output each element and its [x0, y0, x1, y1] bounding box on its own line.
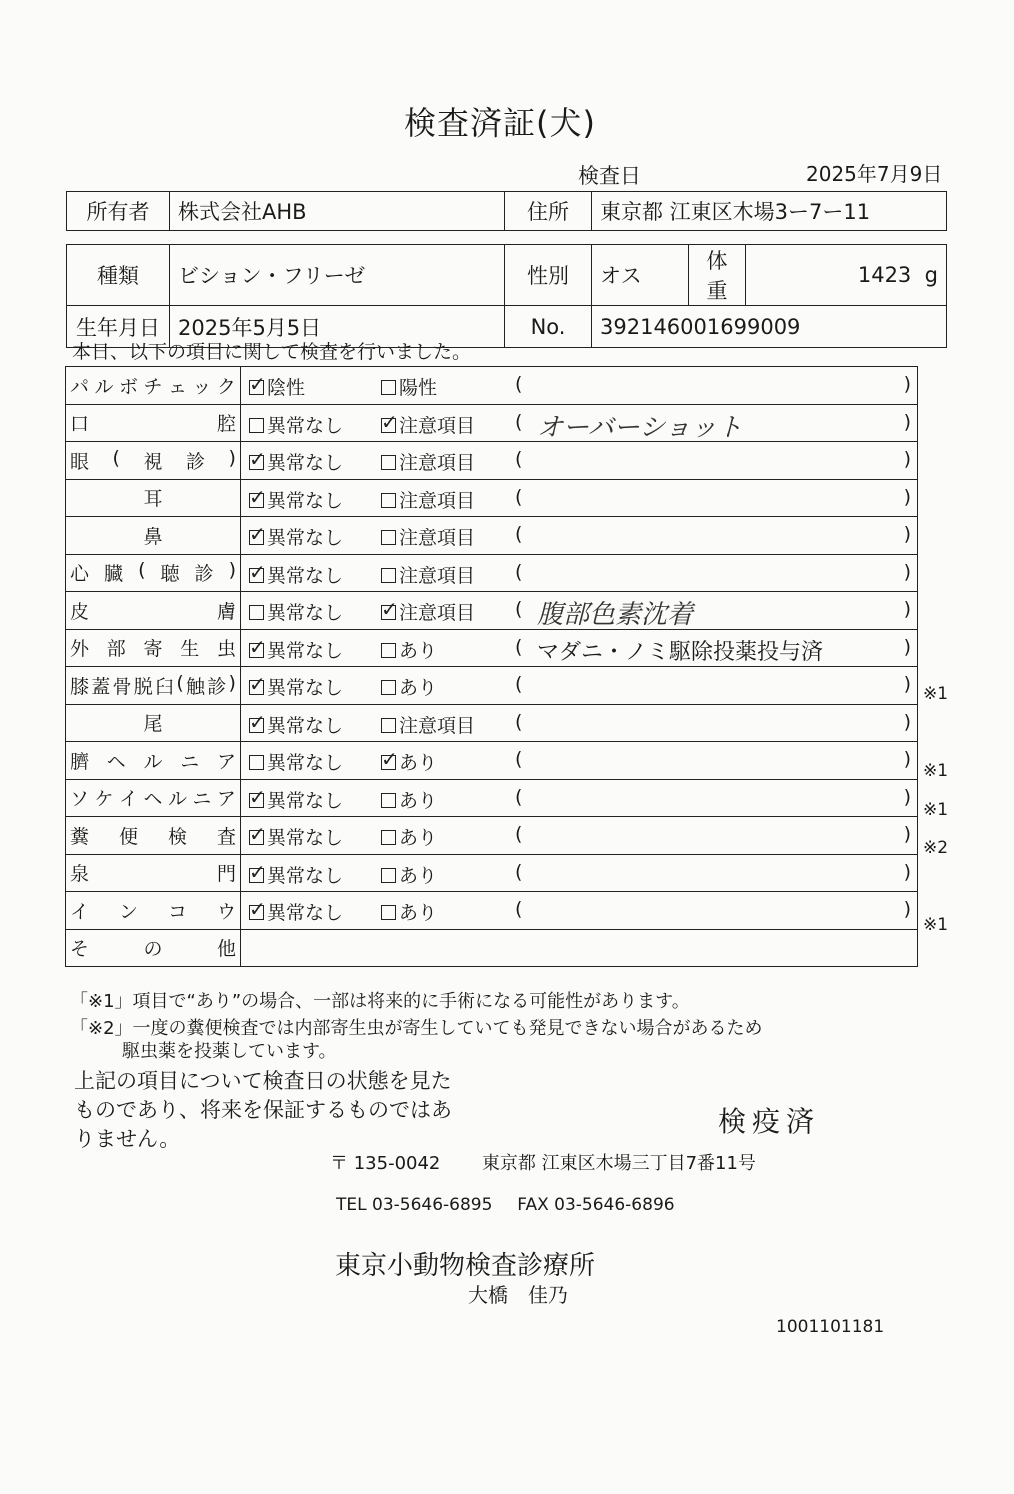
checkmark-icon: ✓ [249, 709, 266, 734]
check-result-cell [241, 892, 918, 930]
paren-open: ( [515, 560, 523, 583]
option-alert [381, 411, 475, 438]
checkbox-icon [381, 380, 396, 395]
check-result-cell [241, 554, 918, 592]
checkbox-icon [381, 530, 396, 545]
checkmark-icon: ✓ [381, 597, 398, 621]
option-alert-label: あり [399, 677, 438, 699]
option-normal [249, 823, 343, 850]
paren-close: ) [903, 860, 911, 883]
paren-open: ( [515, 410, 523, 433]
remark-text: 腹部色素沈着 [537, 600, 694, 630]
option-alert-label: あり [399, 827, 438, 849]
check-item-cell [66, 667, 241, 705]
option-normal-label: 陰性 [267, 377, 306, 399]
check-item-cell [66, 554, 241, 592]
owner-value: 株式会社AHB [170, 192, 505, 231]
checkmark-icon: ✓ [249, 372, 266, 396]
option-alert-label: 陽性 [399, 377, 438, 399]
check-item-label: 外 部 寄 生 虫 [70, 638, 236, 661]
inspection-date-value: 2025年7月9日 [806, 162, 943, 186]
paren-close: ) [903, 823, 911, 845]
option-normal [249, 673, 343, 700]
street-address: 東京都 江東区木場三丁目7番11号 [481, 1153, 756, 1174]
check-result-cell [241, 442, 918, 480]
check-result-cell [241, 667, 918, 705]
address-value: 東京都 江東区木場3ー7ー11 [592, 192, 947, 231]
checkbox-icon [381, 597, 398, 621]
check-row [66, 779, 918, 817]
checkbox-icon [249, 822, 266, 846]
clinic-address [330, 1149, 756, 1175]
option-normal [249, 523, 343, 550]
checkbox-icon [381, 680, 396, 695]
check-row [66, 442, 918, 480]
check-row-other [66, 929, 918, 967]
checkbox-icon [381, 643, 396, 658]
quarantine-stamp: 検疫済 [718, 1105, 821, 1138]
paren-close: ) [903, 673, 911, 695]
no-value: 392146001699009 [592, 306, 947, 348]
inspection-date-label: 検査日 [578, 164, 641, 188]
option-normal-label: 異常なし [267, 564, 344, 587]
option-normal-label: 異常なし [267, 527, 344, 549]
option-normal-label: 異常なし [267, 902, 344, 924]
option-alert [381, 711, 475, 738]
option-normal [249, 898, 343, 925]
checkbox-icon [249, 755, 264, 770]
option-alert-label: 注意項目 [399, 414, 476, 437]
check-item-cell [66, 779, 241, 817]
paren-close: ) [903, 898, 911, 920]
check-item-cell [66, 479, 241, 517]
check-row [66, 592, 918, 630]
checkbox-icon [381, 830, 396, 845]
paren-open: ( [515, 898, 523, 920]
check-item-cell [66, 742, 241, 780]
remark-text: マダニ・ノミ駆除投薬投与済 [537, 639, 824, 665]
check-row [66, 367, 918, 405]
checkbox-icon [249, 897, 266, 921]
paren-open: ( [515, 785, 523, 808]
paren-open: ( [515, 373, 523, 395]
check-row [66, 854, 918, 892]
paren-open: ( [515, 523, 523, 545]
checkbox-icon [381, 793, 396, 808]
weight-value: 1423 [857, 263, 912, 287]
checkbox-icon [249, 709, 266, 734]
checkbox-icon [381, 868, 396, 883]
check-row [66, 704, 918, 742]
option-normal-label: 異常なし [267, 752, 344, 774]
check-row [66, 554, 918, 592]
option-alert-label: 注意項目 [399, 452, 476, 474]
checkbox-icon [249, 418, 264, 433]
address-label: 住所 [505, 192, 592, 231]
option-normal [249, 411, 343, 438]
checkmark-icon: ✓ [249, 484, 266, 509]
check-item-cell [66, 517, 241, 555]
check-item-cell [66, 592, 241, 630]
check-item-cell [66, 442, 241, 480]
paren-open: ( [515, 823, 523, 845]
option-normal-label: 異常なし [267, 639, 344, 662]
option-normal-label: 異常なし [267, 789, 344, 812]
check-item-label: 泉 門 [70, 863, 236, 886]
option-normal [249, 636, 343, 663]
option-normal [249, 786, 343, 813]
checkbox-icon [249, 672, 266, 696]
owner-label: 所有者 [67, 192, 170, 231]
checkbox-icon [381, 747, 398, 771]
option-normal-label: 異常なし [267, 452, 344, 474]
check-item-label: 耳 [143, 488, 163, 511]
check-result-cell [241, 817, 918, 855]
footnote-2: 「※2」一度の糞便検査では内部寄生虫が寄生していても発見できない場合があるため [70, 1018, 763, 1039]
option-normal [249, 711, 343, 738]
sex-label: 性別 [505, 245, 592, 306]
footnote-1: 「※1」項目で“あり”の場合、一部は将来的に手術になる可能性があります。 [70, 991, 690, 1012]
checkbox-icon [249, 447, 266, 471]
option-alert-label: あり [399, 789, 438, 812]
checkmark-icon: ✓ [249, 522, 266, 546]
option-normal [249, 861, 343, 888]
checkbox-icon [249, 784, 266, 809]
checkbox-icon [249, 372, 266, 396]
option-normal [249, 598, 343, 625]
checkbox-icon [381, 718, 396, 733]
check-item-cell [66, 629, 241, 667]
option-alert [381, 636, 437, 663]
check-row [66, 667, 918, 705]
option-alert [381, 448, 475, 475]
check-row [66, 629, 918, 667]
option-alert [381, 748, 437, 775]
birth-label: 生年月日 [67, 306, 170, 348]
paren-open: ( [515, 635, 523, 658]
paren-close: ) [903, 373, 911, 395]
weight-unit: g [924, 263, 938, 287]
paren-open: ( [515, 748, 523, 770]
checkmark-icon: ✓ [249, 822, 266, 846]
check-row [66, 892, 918, 930]
option-normal-label: 異常なし [267, 714, 344, 737]
option-normal-label: 異常なし [267, 864, 344, 887]
check-result-cell [241, 779, 918, 817]
checkbox-icon [381, 905, 396, 920]
option-alert [381, 673, 437, 700]
paren-close: ) [903, 523, 911, 545]
paren-open: ( [515, 485, 523, 508]
option-alert [381, 598, 475, 625]
checkbox-icon [381, 455, 396, 470]
option-normal [249, 561, 343, 588]
paren-close: ) [903, 560, 911, 583]
contact-line [336, 1195, 675, 1215]
checkmark-icon: ✓ [381, 747, 398, 771]
option-alert [381, 561, 475, 588]
checkbox-icon [381, 493, 396, 508]
check-table [65, 366, 918, 967]
option-alert-label: 注意項目 [399, 564, 476, 587]
check-item-label: イ ン コ ウ [70, 900, 236, 923]
check-item-cell [66, 367, 241, 405]
no-label: No. [505, 306, 592, 348]
sex-value: オス [592, 245, 689, 306]
option-alert-label: あり [399, 902, 438, 924]
paren-close: ) [903, 748, 911, 770]
checkmark-icon: ✓ [249, 897, 266, 921]
check-item-label: 眼 ( 視 診 ) [70, 446, 236, 473]
check-result-cell [241, 592, 918, 630]
postal-code: 〒 135-0042 [330, 1153, 441, 1174]
checkbox-icon [249, 859, 266, 884]
option-alert [381, 861, 437, 888]
fax-number: FAX 03-5646-6896 [517, 1195, 675, 1215]
option-alert-label: あり [399, 864, 438, 887]
paren-close: ) [903, 785, 911, 808]
paren-close: ) [903, 710, 911, 733]
option-alert [381, 523, 475, 550]
checkmark-icon: ✓ [249, 784, 266, 809]
check-item-label: 膝 蓋 骨 脱 臼 ( 触 診 ) [70, 671, 236, 698]
paren-open: ( [515, 673, 523, 695]
check-result-cell [241, 629, 918, 667]
weight-label: 体重 [689, 245, 746, 306]
tel-number: TEL 03-5646-6895 [336, 1195, 493, 1215]
paren-close: ) [903, 410, 911, 433]
option-alert [381, 898, 437, 925]
option-alert [381, 786, 437, 813]
clinic-name: 東京小動物検査診療所 [335, 1251, 596, 1281]
checkmark-icon: ✓ [381, 409, 398, 434]
paren-open: ( [515, 860, 523, 883]
footnote-marker: ※2 [923, 838, 949, 858]
paren-close: ) [903, 448, 911, 470]
remark-text: オーバーショット [537, 412, 743, 443]
option-alert-label: 注意項目 [399, 527, 476, 549]
pet-table [66, 244, 947, 348]
paren-close: ) [903, 598, 911, 620]
breed-label: 種類 [67, 245, 170, 306]
birth-value: 2025年5月5日 [170, 306, 505, 348]
option-normal [249, 373, 305, 400]
check-result-cell [241, 704, 918, 742]
checkbox-icon [249, 559, 266, 584]
checkbox-icon [249, 605, 264, 620]
check-item-label: 糞 便 検 査 [70, 825, 236, 848]
check-item-cell [66, 704, 241, 742]
checkmark-icon: ✓ [249, 672, 266, 696]
footnote-2-cont: 駆虫薬を投薬しています。 [122, 1041, 337, 1062]
check-result-cell [241, 404, 918, 442]
checkmark-icon: ✓ [249, 559, 266, 584]
check-item-cell [66, 404, 241, 442]
check-item-cell [66, 854, 241, 892]
check-row [66, 517, 918, 555]
option-alert [381, 373, 437, 400]
intro-text: 本日、以下の項目に関して検査を行いました。 [72, 341, 472, 363]
option-alert-label: 注意項目 [399, 489, 476, 512]
paren-open: ( [515, 710, 523, 733]
check-item-label: 尾 [143, 713, 163, 736]
check-item-cell [66, 929, 241, 967]
paren-open: ( [515, 448, 523, 470]
check-item-label: 鼻 [143, 525, 163, 548]
check-row [66, 479, 918, 517]
check-item-label: 心 臓 ( 聴 診 ) [70, 559, 236, 586]
check-result-cell [241, 479, 918, 517]
checkbox-icon [249, 522, 266, 546]
check-result-cell [241, 854, 918, 892]
paren-close: ) [903, 635, 911, 658]
disclaimer: 上記の項目について検査日の状態を見たものであり、将来を保証するものではありません。 [74, 1069, 452, 1151]
paren-open: ( [515, 598, 523, 620]
checkmark-icon: ✓ [249, 634, 266, 659]
veterinarian-name: 大橋 佳乃 [468, 1283, 568, 1307]
footnote-marker: ※1 [923, 799, 949, 820]
footnote-marker: ※1 [923, 684, 949, 704]
serial-number: 1001101181 [776, 1317, 885, 1337]
checkbox-icon [381, 568, 396, 583]
footnote-marker: ※1 [923, 915, 949, 935]
check-item-cell [66, 817, 241, 855]
check-item-label: ソ ケ イ ヘ ル ニ ア [70, 788, 236, 811]
checkbox-icon [381, 409, 398, 434]
option-normal-label: 異常なし [267, 827, 344, 849]
option-normal-label: 異常なし [267, 677, 344, 699]
option-alert [381, 486, 475, 513]
document-title: 検査済証(犬) [404, 104, 596, 142]
check-item-cell [66, 892, 241, 930]
check-item-label: 臍 ヘ ル ニ ア [70, 750, 236, 773]
option-normal-label: 異常なし [267, 489, 344, 512]
checkmark-icon: ✓ [249, 447, 266, 471]
option-normal [249, 748, 343, 775]
checkbox-icon [249, 634, 266, 659]
check-row [66, 404, 918, 442]
option-alert-label: 注意項目 [399, 602, 476, 624]
check-item-label: 口 腔 [70, 413, 236, 436]
check-item-label: 皮 膚 [70, 600, 236, 623]
paren-close: ) [903, 485, 911, 508]
option-alert [381, 823, 437, 850]
owner-table [66, 191, 947, 231]
check-row [66, 817, 918, 855]
check-row [66, 742, 918, 780]
option-normal [249, 448, 343, 475]
check-result-cell [241, 367, 918, 405]
option-normal-label: 異常なし [267, 602, 344, 624]
footnote-marker: ※1 [923, 761, 949, 781]
check-result-cell [241, 517, 918, 555]
weight-cell [746, 245, 947, 306]
other-cell [241, 929, 918, 967]
option-alert-label: あり [399, 752, 438, 774]
option-normal-label: 異常なし [267, 414, 344, 437]
checkmark-icon: ✓ [249, 859, 266, 884]
breed-value: ビション・フリーゼ [170, 245, 505, 306]
checkbox-icon [249, 484, 266, 509]
option-normal [249, 486, 343, 513]
option-alert-label: 注意項目 [399, 714, 476, 737]
option-alert-label: あり [399, 639, 438, 662]
check-result-cell [241, 742, 918, 780]
check-item-label: パ ル ボ チ ェ ッ ク [70, 375, 236, 398]
other-label: そ の 他 [70, 938, 236, 961]
